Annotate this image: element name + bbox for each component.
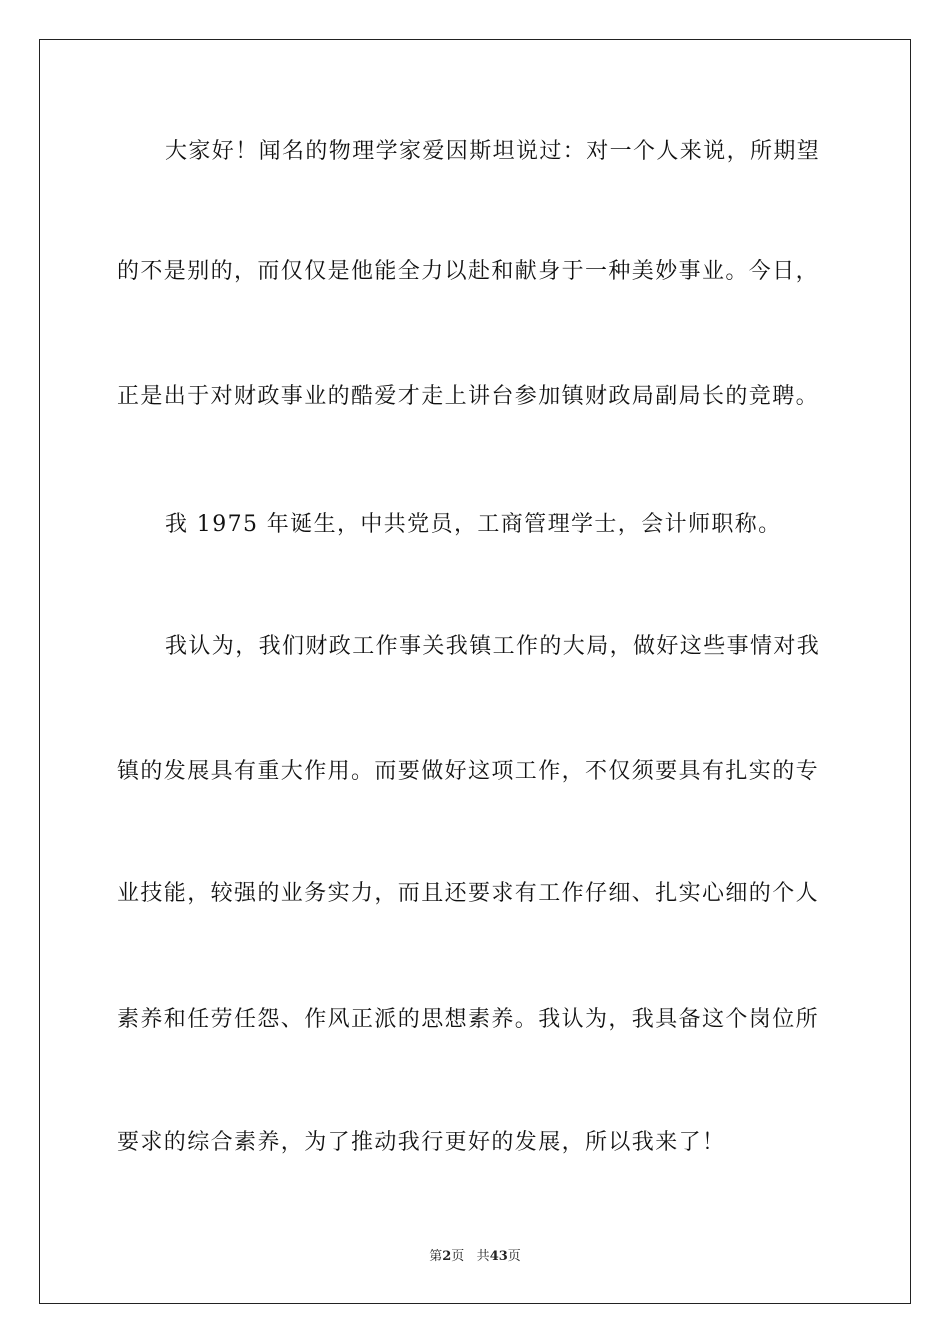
paragraph-3-line-2: 镇的发展具有重大作用。而要做好这项工作，不仅须要具有扎实的专 bbox=[117, 759, 820, 784]
paragraph-2-line-1: 我 1975 年诞生，中共党员，工商管理学士，会计师职称。 bbox=[165, 512, 782, 537]
paragraph-1-line-3: 正是出于对财政事业的酷爱才走上讲台参加镇财政局副局长的竞聘。 bbox=[117, 384, 820, 409]
page-frame bbox=[39, 39, 911, 1304]
footer-total-prefix: 共 bbox=[476, 1249, 490, 1264]
page-footer bbox=[0, 1248, 950, 1266]
paragraph-1-line-2: 的不是别的，而仅仅是他能全力以赴和献身于一种美妙事业。今日， bbox=[117, 259, 820, 284]
footer-page-number: 2 bbox=[442, 1249, 452, 1264]
footer-page-prefix: 第 bbox=[429, 1249, 443, 1264]
paragraph-3-line-3: 业技能，较强的业务实力，而且还要求有工作仔细、扎实心细的个人 bbox=[117, 881, 820, 906]
footer-total-suffix: 页 bbox=[507, 1249, 521, 1264]
paragraph-3-line-1: 我认为，我们财政工作事关我镇工作的大局，做好这些事情对我 bbox=[165, 634, 821, 659]
paragraph-1-line-1: 大家好！闻名的物理学家爱因斯坦说过：对一个人来说，所期望 bbox=[165, 139, 821, 164]
paragraph-3-line-4: 素养和任劳任怨、作风正派的思想素养。我认为，我具备这个岗位所 bbox=[117, 1007, 820, 1032]
footer-total-pages: 43 bbox=[489, 1249, 508, 1264]
paragraph-3-line-5: 要求的综合素养，为了推动我行更好的发展，所以我来了！ bbox=[117, 1130, 726, 1155]
footer-page-suffix: 页 bbox=[451, 1249, 465, 1264]
